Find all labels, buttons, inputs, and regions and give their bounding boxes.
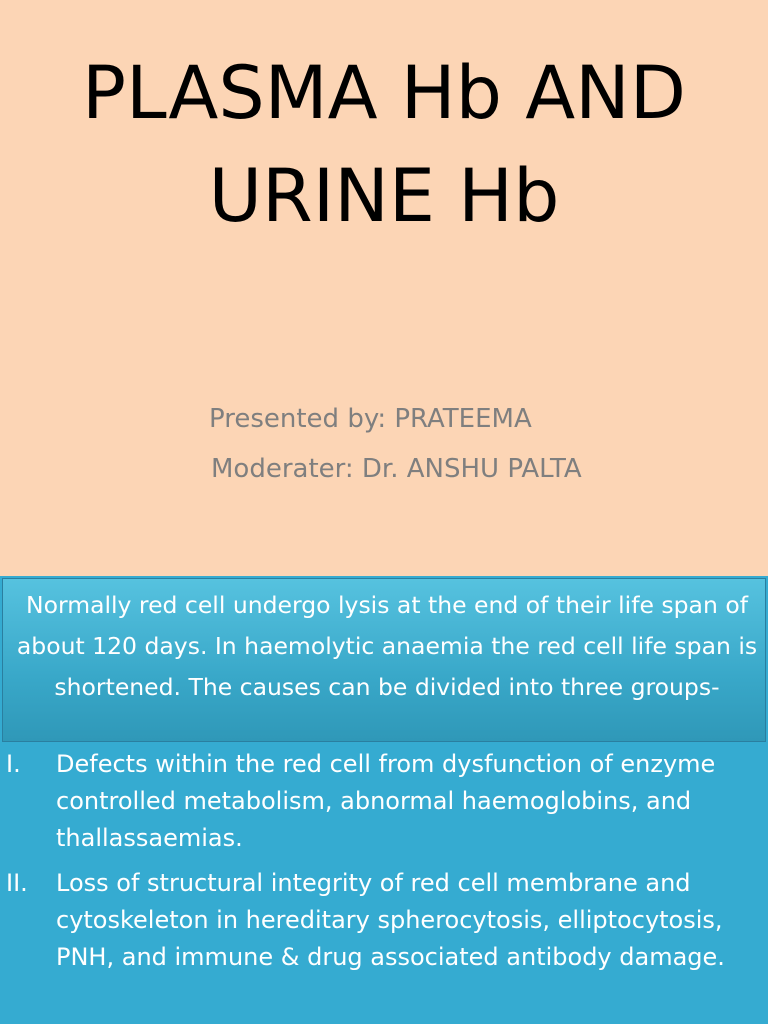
list-item-number: II. xyxy=(6,869,28,897)
title-line-1: PLASMA Hb AND xyxy=(82,51,686,136)
list-item xyxy=(0,865,768,976)
list-item-number: I. xyxy=(6,750,21,778)
causes-list xyxy=(0,746,768,984)
list-item-text: Loss of structural integrity of red cell membrane and cytoskeleton in hereditary spherocytosis, elliptocytosis, PNH, and immune & drug associated antibody damage. xyxy=(56,869,725,971)
presenter-text: Presented by: PRATEEMA xyxy=(209,404,532,434)
slide-title xyxy=(0,42,768,248)
intro-box xyxy=(2,578,766,742)
moderator-text: Moderater: Dr. ANSHU PALTA xyxy=(211,454,582,484)
intro-text: Normally red cell undergo lysis at the end of their life span of about 120 days. In haemolytic anaemia the red cell life span is shortened. The causes can be divided into three groups- xyxy=(16,591,758,701)
content-slide xyxy=(0,576,768,1024)
list-item xyxy=(0,746,768,857)
title-line-2: URINE Hb xyxy=(208,154,560,239)
list-item-text: Defects within the red cell from dysfunction of enzyme controlled metabolism, abnormal haemoglobins, and thallassaemias. xyxy=(56,750,716,852)
